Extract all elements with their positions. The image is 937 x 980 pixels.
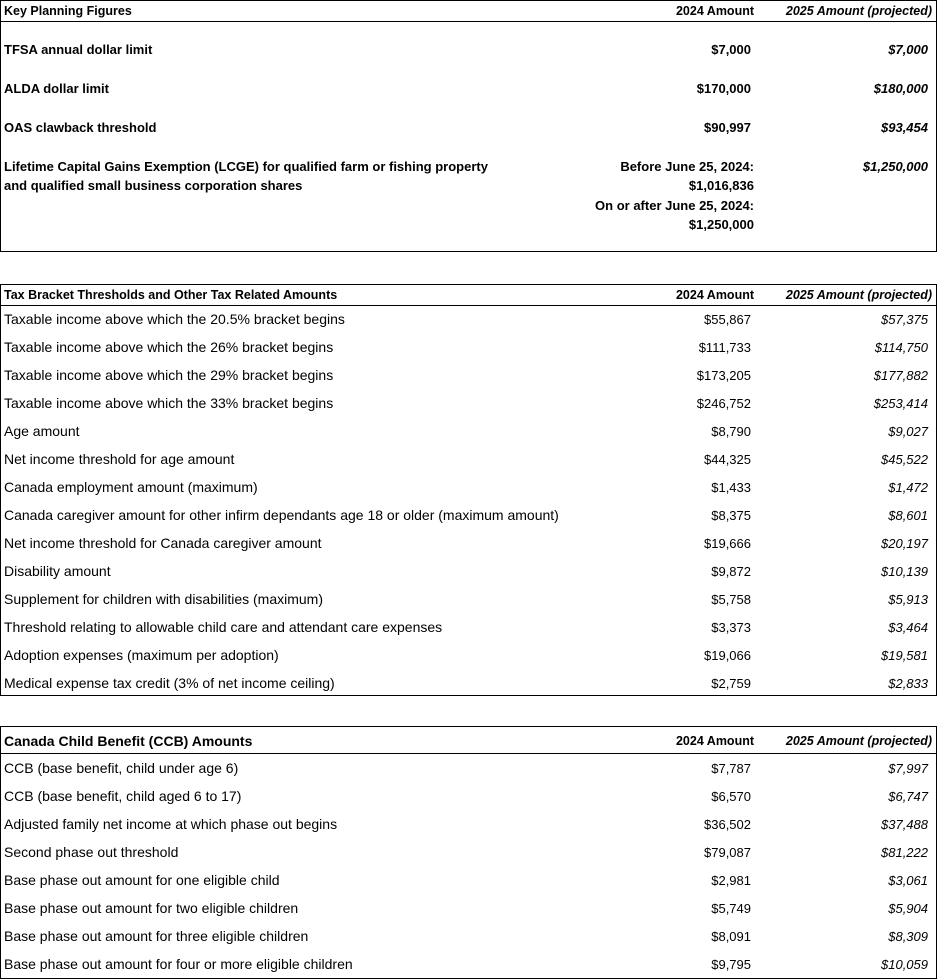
value-2025: $93,454 bbox=[881, 120, 928, 135]
column-header-2025: 2025 Amount (projected) bbox=[785, 4, 932, 18]
table-row bbox=[1, 306, 936, 334]
value-2025: $7,997 bbox=[888, 761, 928, 776]
value-2025: $2,833 bbox=[888, 676, 928, 691]
value-2025: $180,000 bbox=[873, 81, 928, 96]
value-2025: $10,139 bbox=[881, 564, 928, 579]
key-planning-title: Key Planning Figures bbox=[4, 4, 132, 18]
value-2025: $6,747 bbox=[888, 789, 928, 804]
lcge-2025-value: $1,250,000 bbox=[862, 159, 928, 174]
value-2025: $19,581 bbox=[881, 648, 928, 663]
row-label: Adoption expenses (maximum per adoption) bbox=[4, 647, 279, 663]
key-planning-figures-table bbox=[0, 0, 937, 252]
table-row bbox=[1, 642, 936, 670]
row-label: TFSA annual dollar limit bbox=[4, 42, 153, 57]
row-label: Age amount bbox=[4, 423, 80, 439]
row-label: Base phase out amount for four or more eligible children bbox=[4, 956, 353, 972]
column-header-2024: 2024 Amount bbox=[675, 734, 754, 748]
table-row bbox=[1, 390, 936, 418]
value-2024: $2,759 bbox=[711, 676, 751, 691]
lcge-2024-after-value: $1,250,000 bbox=[688, 217, 754, 232]
row-label: OAS clawback threshold bbox=[4, 120, 157, 135]
value-2025: $20,197 bbox=[881, 536, 928, 551]
table-row bbox=[1, 586, 936, 614]
value-2024: $7,787 bbox=[711, 761, 751, 776]
table-row bbox=[1, 42, 936, 60]
row-label: Taxable income above which the 26% bracket begins bbox=[4, 339, 334, 355]
table-row bbox=[1, 120, 936, 138]
ccb-rows bbox=[1, 754, 936, 978]
value-2024: $55,867 bbox=[704, 312, 751, 327]
row-label: Canada caregiver amount for other infirm dependants age 18 or older (maximum amount) bbox=[4, 507, 559, 523]
value-2024: $8,375 bbox=[711, 508, 751, 523]
row-label: Disability amount bbox=[4, 563, 111, 579]
row-label: Net income threshold for age amount bbox=[4, 451, 235, 467]
value-2025: $81,222 bbox=[881, 845, 928, 860]
value-2025: $8,601 bbox=[888, 508, 928, 523]
value-2024: $1,433 bbox=[711, 480, 751, 495]
value-2024: $173,205 bbox=[696, 368, 751, 383]
table-row bbox=[1, 894, 936, 922]
row-label: CCB (base benefit, child under age 6) bbox=[4, 760, 239, 776]
row-label: Second phase out threshold bbox=[4, 844, 179, 860]
tax-bracket-title: Tax Bracket Thresholds and Other Tax Related Amounts bbox=[4, 288, 338, 302]
value-2024: $170,000 bbox=[696, 81, 751, 96]
row-label: Taxable income above which the 33% bracket begins bbox=[4, 395, 334, 411]
key-planning-header bbox=[1, 1, 936, 22]
value-2025: $3,464 bbox=[888, 620, 928, 635]
value-2025: $37,488 bbox=[881, 817, 928, 832]
tax-bracket-rows bbox=[1, 306, 936, 698]
value-2024: $90,997 bbox=[704, 120, 751, 135]
lcge-2024-after-label: On or after June 25, 2024: bbox=[595, 198, 754, 213]
value-2025: $8,309 bbox=[888, 929, 928, 944]
row-label: Base phase out amount for two eligible children bbox=[4, 900, 299, 916]
value-2025: $114,750 bbox=[874, 340, 928, 355]
value-2025: $177,882 bbox=[873, 368, 928, 383]
lcge-row bbox=[1, 159, 936, 239]
table-row bbox=[1, 810, 936, 838]
lcge-2024-before-value: $1,016,836 bbox=[688, 178, 754, 193]
column-header-2025: 2025 Amount (projected) bbox=[785, 734, 932, 748]
row-label: CCB (base benefit, child aged 6 to 17) bbox=[4, 788, 242, 804]
table-row bbox=[1, 782, 936, 810]
value-2025: $10,059 bbox=[881, 957, 928, 972]
value-2024: $5,758 bbox=[711, 592, 751, 607]
value-2025: $9,027 bbox=[888, 424, 928, 439]
table-row bbox=[1, 446, 936, 474]
lcge-label-line-1: Lifetime Capital Gains Exemption (LCGE) for qualified farm or fishing property bbox=[4, 159, 488, 174]
value-2024: $19,066 bbox=[704, 648, 751, 663]
table-row bbox=[1, 81, 936, 99]
table-row bbox=[1, 474, 936, 502]
table-row bbox=[1, 838, 936, 866]
column-header-2024: 2024 Amount bbox=[675, 288, 754, 302]
value-2024: $9,795 bbox=[711, 957, 751, 972]
table-row bbox=[1, 418, 936, 446]
row-label: Canada employment amount (maximum) bbox=[4, 479, 258, 495]
row-label: Threshold relating to allowable child care and attendant care expenses bbox=[4, 619, 443, 635]
table-row bbox=[1, 334, 936, 362]
table-row bbox=[1, 362, 936, 390]
value-2024: $5,749 bbox=[711, 901, 751, 916]
value-2024: $111,733 bbox=[698, 340, 751, 355]
value-2024: $8,091 bbox=[711, 929, 751, 944]
value-2025: $5,913 bbox=[888, 592, 928, 607]
value-2024: $9,872 bbox=[711, 564, 751, 579]
value-2025: $57,375 bbox=[881, 312, 928, 327]
table-row bbox=[1, 922, 936, 950]
row-label: Net income threshold for Canada caregiver amount bbox=[4, 535, 322, 551]
table-row bbox=[1, 614, 936, 642]
tax-bracket-header bbox=[1, 285, 936, 306]
row-label: ALDA dollar limit bbox=[4, 81, 109, 96]
table-row bbox=[1, 866, 936, 894]
table-row bbox=[1, 502, 936, 530]
value-2025: $7,000 bbox=[888, 42, 928, 57]
value-2025: $253,414 bbox=[873, 396, 928, 411]
value-2025: $45,522 bbox=[881, 452, 928, 467]
row-label: Supplement for children with disabilities (maximum) bbox=[4, 591, 324, 607]
value-2024: $6,570 bbox=[711, 789, 751, 804]
value-2025: $5,904 bbox=[888, 901, 928, 916]
table-row bbox=[1, 530, 936, 558]
row-label: Adjusted family net income at which phase out begins bbox=[4, 816, 338, 832]
table-row bbox=[1, 558, 936, 586]
row-label: Taxable income above which the 29% bracket begins bbox=[4, 367, 334, 383]
value-2024: $7,000 bbox=[711, 42, 751, 57]
table-row bbox=[1, 670, 936, 698]
value-2024: $19,666 bbox=[704, 536, 751, 551]
value-2024: $8,790 bbox=[711, 424, 751, 439]
value-2024: $2,981 bbox=[711, 873, 751, 888]
table-row bbox=[1, 754, 936, 782]
value-2025: $1,472 bbox=[888, 480, 928, 495]
row-label: Base phase out amount for three eligible children bbox=[4, 928, 309, 944]
row-label: Medical expense tax credit (3% of net income ceiling) bbox=[4, 675, 335, 691]
value-2024: $3,373 bbox=[711, 620, 751, 635]
lcge-2024-before-label: Before June 25, 2024: bbox=[620, 159, 754, 174]
value-2025: $3,061 bbox=[888, 873, 928, 888]
value-2024: $246,752 bbox=[696, 396, 751, 411]
lcge-label-line-2: and qualified small business corporation shares bbox=[4, 178, 303, 193]
row-label: Base phase out amount for one eligible child bbox=[4, 872, 280, 888]
column-header-2024: 2024 Amount bbox=[675, 4, 754, 18]
ccb-table bbox=[0, 726, 937, 979]
table-row bbox=[1, 950, 936, 978]
value-2024: $44,325 bbox=[704, 452, 751, 467]
value-2024: $36,502 bbox=[704, 817, 751, 832]
ccb-title: Canada Child Benefit (CCB) Amounts bbox=[4, 733, 253, 749]
ccb-header bbox=[1, 727, 936, 754]
column-header-2025: 2025 Amount (projected) bbox=[785, 288, 932, 302]
value-2024: $79,087 bbox=[704, 845, 751, 860]
row-label: Taxable income above which the 20.5% bracket begins bbox=[4, 311, 345, 327]
tax-bracket-table bbox=[0, 284, 937, 696]
